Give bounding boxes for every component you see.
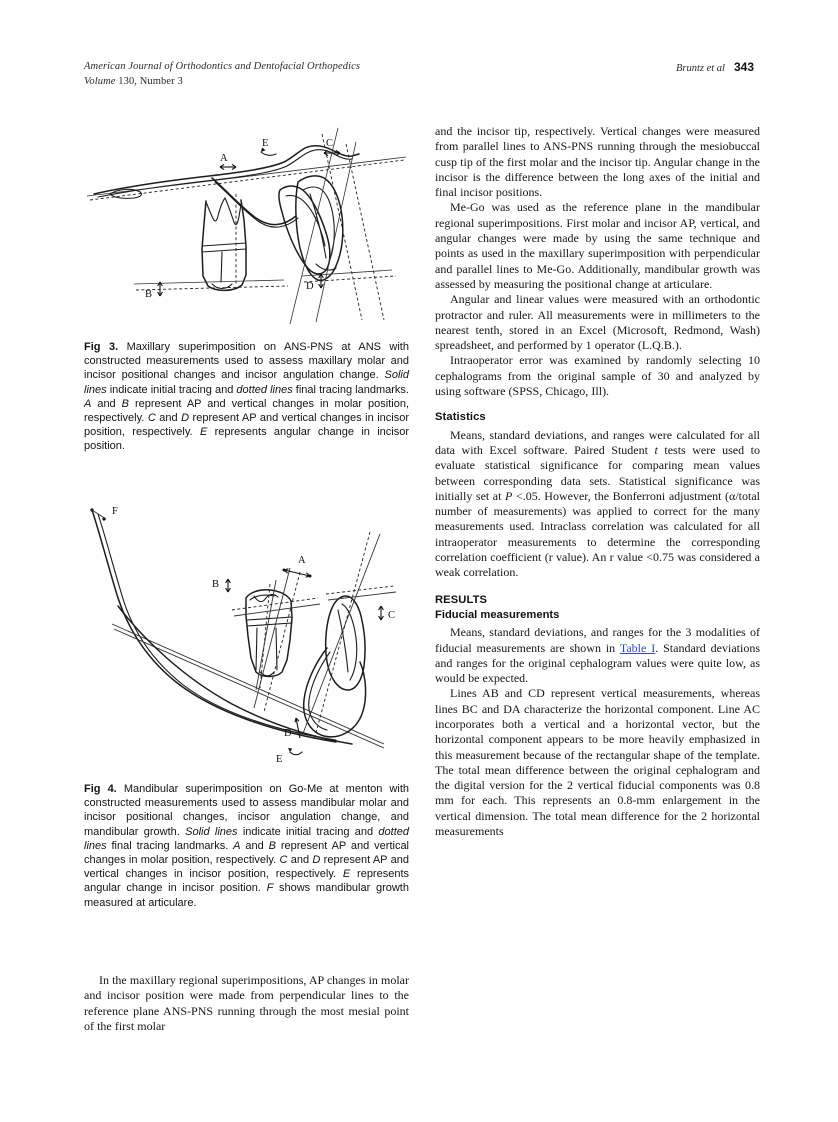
figure-3-caption-wrap bbox=[84, 340, 409, 454]
figure-3-label: Fig 3. bbox=[84, 341, 119, 353]
figure-4-caption: Fig 4. Mandibular superimposition on Go-Me at menton with constructed measurements used to assess mandibular molar and incisor positional changes, incisor angulation change, and mandibular growth. Solid lines indicate initial tracing and dotted lines final tracing landmarks. A and B represent AP and vertical changes in molar position, respectively. C and D represent AP and vertical changes in incisor position, respectively. E represents angular change in incisor position. F shows mandibular growth measured at articulare. bbox=[84, 783, 410, 909]
volume-line bbox=[84, 75, 360, 90]
fig3-label-C: C bbox=[326, 138, 334, 149]
fig4-label-B: B bbox=[212, 579, 220, 590]
volume-word: Volume bbox=[84, 75, 116, 87]
figure-4-image bbox=[84, 500, 410, 772]
fig3-label-E: E bbox=[262, 138, 269, 149]
paragraph-maxillary-superimpositions: In the maxillary regional superimpositions, AP changes in molar and incisor position were made from perpendicular lines to the reference plane ANS-PNS running through the most mesial point of the first molar bbox=[84, 973, 409, 1033]
paragraph-me-go: Me-Go was used as the reference plane in the mandibular regional superimpositions. First molar and incisor AP, vertical, and angular changes were made by using the same technique and points as used in the maxillary superimposition with perpendicular and parallel lines to Me-Go. Additionally, mandibular growth was assessed by measuring the positional change at articulare. bbox=[435, 200, 760, 291]
italic-P: P bbox=[505, 488, 513, 503]
fig3-label-A: A bbox=[220, 153, 228, 164]
page-number: 343 bbox=[733, 60, 754, 74]
volume-number: 130, Number 3 bbox=[115, 75, 183, 87]
right-column bbox=[435, 124, 760, 839]
heading-fiducial-measurements: Fiducial measurements bbox=[435, 608, 560, 621]
figure-4-caption-wrap bbox=[84, 782, 409, 910]
paragraph-fiducial-means: Means, standard deviations, and ranges for the 3 modalities of fiducial measurements are shown in Table I. Standard deviations and ranges for the original cephalogram values were quite low, as would be expected. bbox=[435, 625, 760, 686]
fig3-label-B: B bbox=[145, 289, 153, 300]
paragraph-incisor-tip: and the incisor tip, respectively. Vertical changes were measured from parallel lines to ANS-PNS running through the mesiobuccal cusp tip of the first molar and the incisor tip. Angular change in the incisor is the difference between the long axes of the initial and final incisor positions. bbox=[435, 124, 760, 200]
fig3-label-D: D bbox=[306, 281, 314, 292]
paragraph-statistics: Means, standard deviations, and ranges were calculated for all data with Excel software. Paired Student t tests were used to evaluate statistical significance for comparing mean values between corresponding data sets. Statistical significance was initially set at P <.05. However, the Bonferroni adjustment (α/total number of measurements) was applied to correct for the many measurements used. Intraclass correlation was calculated for all intraoperator measurements to determine the corresponding correlation coefficient (r value). An r value <0.75 was considered a weak correlation. bbox=[435, 427, 760, 580]
paragraph-lines-ab-cd: Lines AB and CD represent vertical measurements, whereas lines BC and DA characterize the horizontal component. Line AC incorporates both a vertical and a horizontal vector, but the horizontal component appears to be more heavily emphasized in this measurement because of the rectangular shape of the template. The total mean difference between the original cephalogram and the digital version for the 2 vertical fiducial components was 0.8 mm for each. This represents an 0.8-mm enlargement in the vertical dimension. The total mean difference for the 2 horizontal measurements bbox=[435, 686, 760, 839]
heading-statistics: Statistics bbox=[435, 411, 486, 424]
fig4-label-D: D bbox=[284, 728, 292, 739]
running-head-right bbox=[676, 60, 754, 74]
figure-4 bbox=[84, 500, 410, 910]
fig4-label-A: A bbox=[298, 555, 306, 566]
fig4-label-C: C bbox=[388, 610, 396, 621]
heading-results: RESULTS bbox=[435, 593, 488, 606]
fig4-label-F: F bbox=[112, 506, 118, 517]
paragraph-intraoperator-error: Intraoperator error was examined by randomly selecting 10 cephalograms from the original sample of 30 and analyzed by using software (SPSS, Chicago, Ill). bbox=[435, 353, 760, 399]
figure-4-label: Fig 4. bbox=[84, 783, 117, 795]
figure-3-caption: Fig 3. Maxillary superimposition on ANS-PNS at ANS with constructed measurements used to assess maxillary molar and incisor positional changes and incisor angulation change. Solid lines indicate initial tracing and dotted lines final tracing landmarks. A and B represent AP and vertical changes in molar position, respectively. C and D represent AP and vertical changes in incisor position, respectively. E represents angular change in incisor position. bbox=[84, 341, 409, 453]
fig4-label-E: E bbox=[276, 754, 283, 765]
journal-title: American Journal of Orthodontics and Dentofacial Orthopedics bbox=[84, 61, 361, 72]
figure-3 bbox=[84, 124, 410, 454]
running-head bbox=[84, 60, 754, 89]
italic-t: t bbox=[654, 442, 658, 457]
authors-shorttitle: Bruntz et al bbox=[675, 63, 725, 74]
left-column-tail bbox=[84, 973, 409, 1034]
table-i-link[interactable]: Table I bbox=[619, 640, 656, 655]
figure-3-image bbox=[84, 124, 410, 330]
paragraph-angular-linear: Angular and linear values were measured with an orthodontic protractor and ruler. All measurements were in millimeters to the nearest tenth, stored in an Excel (Microsoft, Redmond, Wash) spreadsheet, and performed by 1 operator (L.Q.B.). bbox=[435, 292, 760, 353]
journal-title-block bbox=[84, 60, 360, 89]
